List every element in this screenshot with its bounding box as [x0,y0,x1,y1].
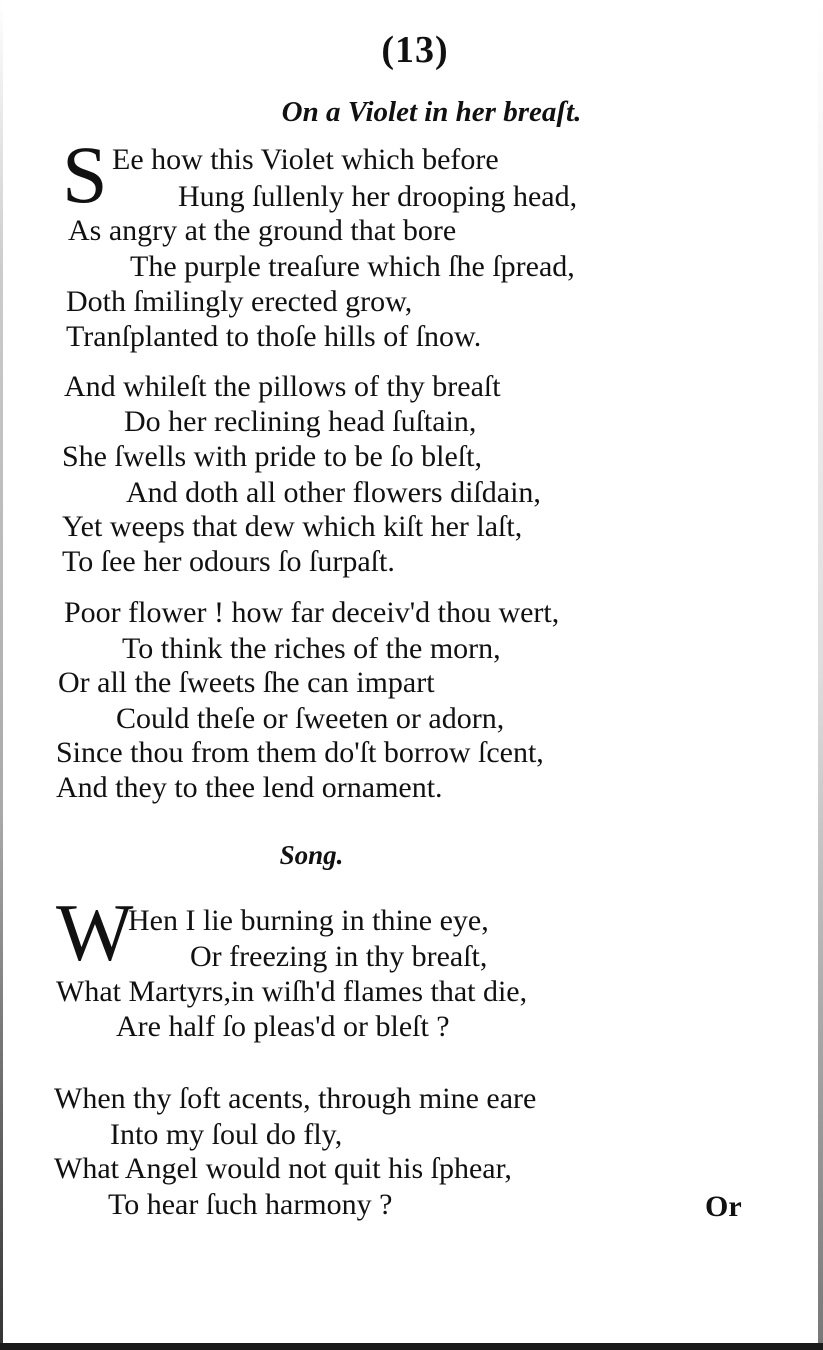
drop-cap-s: S [62,129,108,220]
poem-title-song: Song. [279,840,344,870]
poem-line: Ee how this Violet which before [112,143,499,176]
poem-line: Hung ſullenly her drooping head, [178,180,578,213]
poem-line: Or all the ſweets ſhe can impart [58,666,435,699]
poem-line: Poor flower ! how far deceiv'd thou wert, [64,596,560,629]
poem-line: Doth ſmilingly erected grow, [66,285,413,318]
poem-line: As angry at the ground that bore [68,214,457,247]
poem-line: What Martyrs,in wiſh'd flames that die, [56,975,528,1008]
poem-line: To hear ſuch harmony ? [108,1188,393,1221]
poem-line: And doth all other flowers diſdain, [126,476,541,509]
poem-line: What Angel would not quit his ſphear, [54,1152,512,1185]
page-edge-left [0,0,3,1350]
poem-line: Are half ſo pleas'd or bleſt ? [116,1010,450,1043]
drop-cap-w: W [56,887,134,978]
poem-line: Or freezing in thy breaſt, [190,940,488,973]
catchword: Or [705,1190,742,1223]
poem-line: Into my ſoul do fly, [110,1118,343,1151]
poem-line: Since thou from them do'ſt borrow ſcent, [56,736,544,769]
poem-line: And they to thee lend ornament. [56,771,443,804]
poem-line: She ſwells with pride to be ſo bleſt, [62,440,482,473]
poem-line: The purple treaſure which ſhe ſpread, [130,250,575,283]
poem-line: Do her reclining head ſuſtain, [124,405,477,438]
poem-line: When thy ſoft acents, through mine eare [54,1082,537,1115]
poem-line: Could theſe or ſweeten or adorn, [116,702,505,735]
poem-line: Yet weeps that dew which kiſt her laſt, [62,510,523,543]
poem-line: Hen I lie burning in thine eye, [128,904,489,937]
page-number: (13) [381,29,449,71]
poem-title-violet: On a Violet in her breaſt. [281,96,582,128]
poem-line: And whileſt the pillows of thy breaſt [64,370,501,403]
poem-line: To ſee her odours ſo ſurpaſt. [62,545,395,578]
page-edge-bottom [0,1343,823,1350]
page-edge-right [818,0,823,1350]
poem-line: To think the riches of the morn, [122,632,501,665]
poem-line: Tranſplanted to thoſe hills of ſnow. [66,320,482,353]
